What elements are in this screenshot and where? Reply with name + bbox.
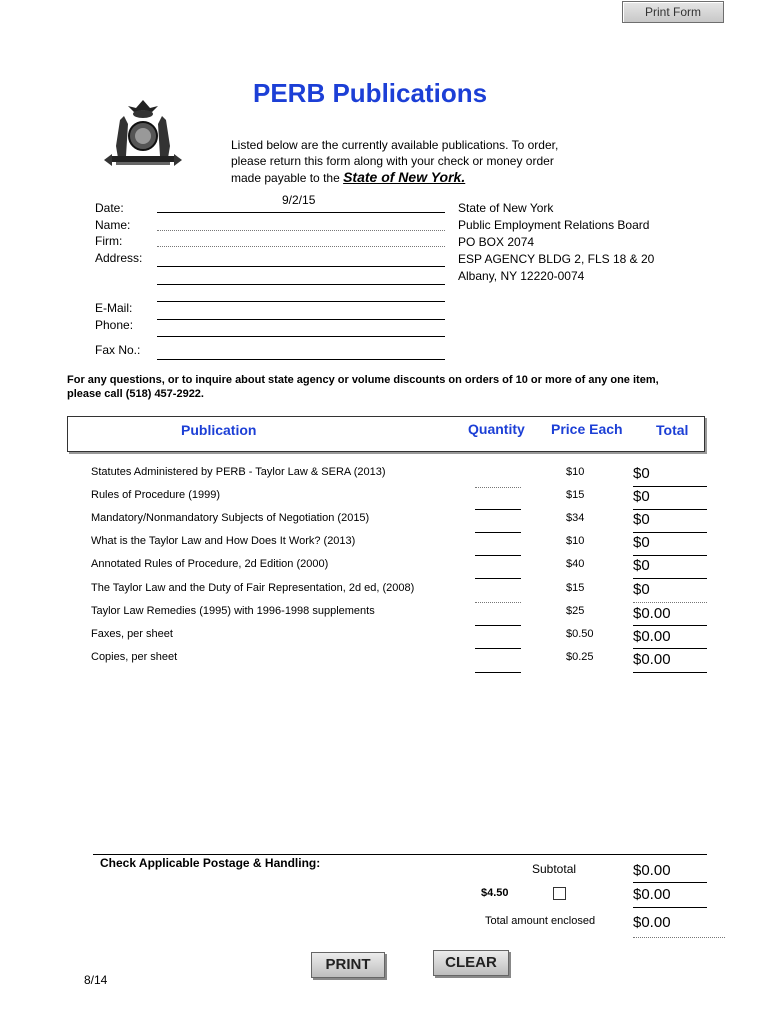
- new-york-seal-icon: [98, 96, 188, 176]
- postage-checkbox[interactable]: [553, 887, 566, 900]
- mailing-address: State of New York Public Employment Relations Board PO BOX 2074 ESP AGENCY BLDG 2, FLS 18 & 20 Albany, NY 12220-0074: [458, 201, 655, 283]
- total-enclosed-line: [633, 936, 725, 938]
- phone-label: Phone:: [95, 318, 134, 332]
- row-price: $15: [566, 582, 585, 594]
- table-row-name: Rules of Procedure (1999): [91, 489, 221, 501]
- subtotal-line: [633, 881, 707, 883]
- address-field-2[interactable]: [157, 283, 445, 285]
- fax-label: Fax No.:: [95, 343, 141, 357]
- print-button[interactable]: PRINT: [311, 952, 385, 978]
- postage-label: Check Applicable Postage & Handling:: [100, 856, 321, 870]
- form-version: 8/14: [84, 973, 108, 987]
- row-total: $0: [633, 534, 650, 551]
- row-price: $0.50: [566, 628, 594, 640]
- quantity-header: Quantity: [468, 421, 525, 437]
- firm-field[interactable]: [157, 245, 445, 247]
- table-row-name: Faxes, per sheet: [91, 628, 173, 640]
- quantity-input[interactable]: [475, 671, 521, 673]
- row-total: $0: [633, 488, 650, 505]
- date-field[interactable]: [157, 211, 445, 213]
- fax-field[interactable]: [157, 358, 445, 360]
- intro-text: Listed below are the currently available publications. To order, please return this form along with your check or money order made payable to the State of New York.: [231, 138, 559, 185]
- address-label: Address:: [95, 251, 143, 265]
- print-form-button[interactable]: Print Form: [622, 1, 724, 23]
- publication-header: Publication: [181, 422, 257, 438]
- subtotal-label: Subtotal: [532, 862, 577, 876]
- row-total: $0.00: [633, 651, 671, 668]
- row-total: $0: [633, 511, 650, 528]
- row-total-line: [633, 647, 707, 649]
- total-header: Total: [656, 422, 689, 438]
- quantity-input[interactable]: [475, 647, 521, 649]
- row-total-line: [633, 671, 707, 673]
- table-row-name: What is the Taylor Law and How Does It Work? (2013): [91, 535, 356, 547]
- quantity-input[interactable]: [475, 577, 521, 579]
- address-field-1[interactable]: [157, 265, 445, 267]
- row-total-line: [633, 577, 707, 579]
- table-row-name: Mandatory/Nonmandatory Subjects of Negotiation (2015): [91, 512, 370, 524]
- footer-divider: [93, 853, 707, 855]
- row-total-line: [633, 554, 707, 556]
- date-value: 9/2/15: [282, 193, 316, 207]
- row-total: $0: [633, 581, 650, 598]
- address-field-3[interactable]: [157, 300, 445, 302]
- row-price: $10: [566, 535, 585, 547]
- postage-total-line: [633, 906, 707, 908]
- table-row-name: Copies, per sheet: [91, 651, 178, 663]
- total-enclosed-value: $0.00: [633, 914, 671, 931]
- name-label: Name:: [95, 218, 131, 232]
- email-label: E-Mail:: [95, 301, 133, 315]
- row-total-line: [633, 601, 707, 603]
- date-label: Date:: [95, 201, 124, 215]
- row-price: $40: [566, 558, 585, 570]
- payee-name: State of New York.: [343, 169, 466, 185]
- total-enclosed-label: Total amount enclosed: [485, 915, 596, 927]
- postage-total: $0.00: [633, 886, 671, 903]
- row-price: $25: [566, 605, 585, 617]
- quantity-input[interactable]: [475, 486, 521, 488]
- row-total: $0.00: [633, 628, 671, 645]
- postage-amount: $4.50: [481, 887, 509, 899]
- row-price: $15: [566, 489, 585, 501]
- row-total: $0: [633, 557, 650, 574]
- row-total: $0: [633, 465, 650, 482]
- name-field[interactable]: [157, 229, 445, 231]
- clear-button[interactable]: CLEAR: [433, 950, 509, 976]
- row-total-line: [633, 508, 707, 510]
- quantity-input[interactable]: [475, 554, 521, 556]
- table-row-name: Statutes Administered by PERB - Taylor Law & SERA (2013): [91, 466, 386, 478]
- row-price: $0.25: [566, 651, 594, 663]
- row-total-line: [633, 531, 707, 533]
- table-row-name: Taylor Law Remedies (1995) with 1996-1998 supplements: [91, 605, 375, 617]
- contact-note: For any questions, or to inquire about state agency or volume discounts on orders of 10 or more of any one item, please call (518) 457-2922.: [67, 374, 659, 400]
- row-total-line: [633, 485, 707, 487]
- quantity-input[interactable]: [475, 508, 521, 510]
- email-field[interactable]: [157, 318, 445, 320]
- row-total-line: [633, 624, 707, 626]
- page-title: PERB Publications: [253, 78, 488, 108]
- firm-label: Firm:: [95, 234, 123, 248]
- price-header: Price Each: [551, 421, 623, 437]
- table-row-name: The Taylor Law and the Duty of Fair Representation, 2d ed, (2008): [91, 582, 415, 594]
- subtotal-value: $0.00: [633, 862, 671, 879]
- quantity-input[interactable]: [475, 624, 521, 626]
- row-price: $10: [566, 466, 585, 478]
- table-row-name: Annotated Rules of Procedure, 2d Edition (2000): [91, 558, 329, 570]
- quantity-input[interactable]: [475, 531, 521, 533]
- row-price: $34: [566, 512, 585, 524]
- row-total: $0.00: [633, 605, 671, 622]
- phone-field[interactable]: [157, 335, 445, 337]
- quantity-input[interactable]: [475, 601, 521, 603]
